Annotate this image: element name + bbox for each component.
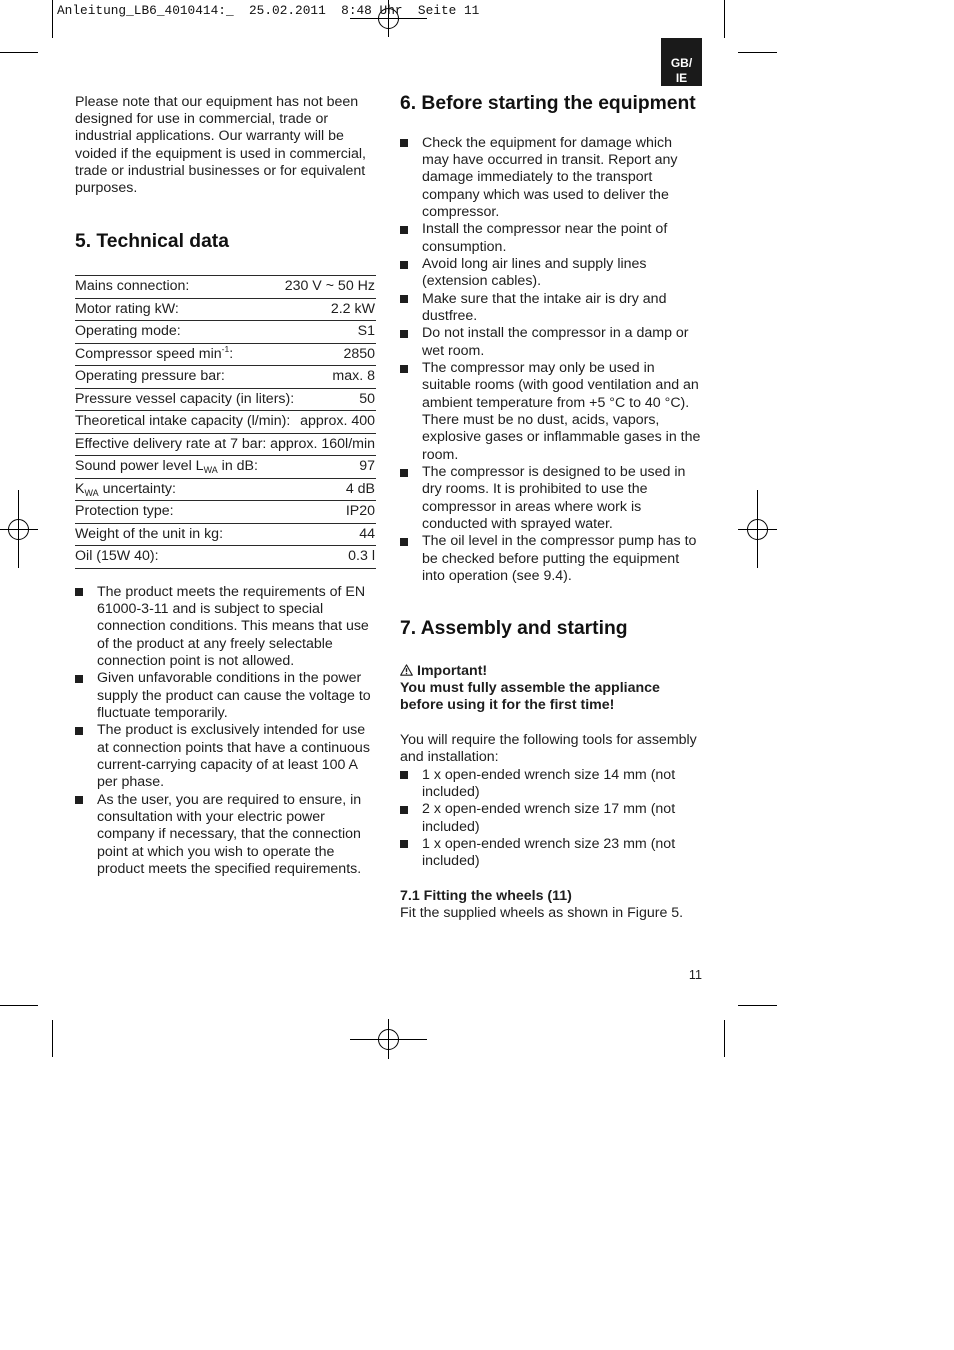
- text-line: designed for use in commercial, trade or: [75, 110, 329, 127]
- square-bullet-icon: [400, 295, 408, 303]
- text-line: Install the compressor near the point of: [422, 221, 668, 238]
- text-line: dustfree.: [422, 307, 478, 324]
- text-line: IE: [675, 70, 688, 85]
- text-line: product meets the specified requirements.: [97, 861, 362, 877]
- spec-row: [75, 546, 376, 569]
- spec-value: IP20: [345, 503, 375, 519]
- text-line: be checked before putting the equipment: [422, 550, 680, 567]
- spec-label-text: Compressor speed min: [75, 345, 222, 362]
- bullet-item: [400, 767, 675, 802]
- crop-mark-bottom-right: [725, 1006, 778, 1058]
- spec-value: approx. 400: [300, 413, 375, 429]
- spec-label-subscript: WA: [84, 487, 99, 498]
- spec-label: [75, 276, 189, 298]
- bullet-item: [400, 360, 700, 464]
- square-bullet-icon: [400, 365, 408, 373]
- spec-label-superscript: -1: [221, 344, 230, 354]
- spec-row: [75, 434, 376, 457]
- bullet-item: [400, 464, 700, 533]
- spec-label: [75, 299, 179, 321]
- important-text: [400, 680, 660, 715]
- square-bullet-icon: [75, 796, 83, 804]
- spec-row: [75, 299, 376, 322]
- text-line: Avoid long air lines and supply lines: [422, 255, 647, 272]
- spec-label: [75, 366, 225, 388]
- text-line: current-carrying capacity of at least 100 A: [97, 756, 359, 773]
- square-bullet-icon: [400, 261, 408, 269]
- technical-data-table: [75, 275, 376, 569]
- bullet-item: [400, 135, 700, 222]
- before-starting-list: [400, 135, 700, 586]
- text-line: Check the equipment for damage which: [422, 134, 672, 151]
- text-line: Do not install the compressor in a damp or: [422, 325, 689, 342]
- spec-row: [75, 456, 376, 479]
- text-line: included): [422, 783, 480, 800]
- bullet-item: [75, 670, 371, 722]
- spec-label-text: Effective delivery rate at 7 bar:: [75, 435, 267, 452]
- spec-value: 230 V ~ 50 Hz: [284, 278, 375, 294]
- spec-label-text: Motor rating kW:: [75, 300, 179, 317]
- square-bullet-icon: [400, 139, 408, 147]
- spec-value: max. 8: [332, 368, 375, 384]
- subsection-text: Fit the supplied wheels as shown in Figure 5.: [400, 904, 684, 921]
- spec-label: [75, 479, 176, 501]
- square-bullet-icon: [400, 840, 408, 848]
- spec-label-text: Operating pressure bar:: [75, 368, 225, 384]
- text-line: The product is exclusively intended for use: [97, 722, 366, 739]
- text-line: Make sure that the intake air is dry and: [422, 290, 667, 307]
- text-line: voided if the equipment is used in commercial,: [75, 145, 366, 162]
- registration-mark-bottom: [350, 1019, 427, 1059]
- text-line: compressor in areas where work is: [422, 498, 642, 515]
- spec-value: 2850: [343, 345, 375, 362]
- spec-label-text: K: [75, 480, 85, 497]
- text-line: Please note that our equipment has not been: [75, 93, 359, 110]
- text-line: included): [422, 853, 480, 870]
- text-line: consultation with your electric power: [97, 808, 325, 825]
- spec-row: [75, 344, 376, 367]
- spec-value: 50: [359, 390, 375, 407]
- crop-mark-top-left: [0, 0, 53, 53]
- subsection-heading: 7.1 Fitting the wheels (11): [400, 887, 572, 904]
- spec-label: [75, 411, 290, 433]
- text-line: The compressor may only be used in: [422, 359, 655, 376]
- bullet-item: [400, 325, 700, 360]
- square-bullet-icon: [400, 469, 408, 477]
- spec-label-text: Weight of the unit in kg:: [75, 525, 224, 542]
- text-line: consumption.: [422, 238, 507, 255]
- spec-row: [75, 524, 376, 547]
- bullet-item: [400, 221, 700, 256]
- text-line: at connection points that have a continuous: [97, 739, 370, 756]
- registration-mark-left: [0, 490, 38, 568]
- text-line: room.: [422, 446, 459, 463]
- spec-label-text: Oil (15W 40):: [75, 548, 159, 564]
- text-line: As the user, you are required to ensure, in: [97, 791, 362, 808]
- text-line: per phase.: [97, 774, 165, 791]
- spec-label: [75, 546, 159, 568]
- text-line: and installation:: [400, 748, 499, 765]
- text-line: You must fully assemble the appliance: [400, 679, 660, 696]
- spec-value: 44: [359, 525, 375, 542]
- spec-label: [75, 434, 266, 456]
- text-line: may have occurred in transit. Report any: [422, 151, 678, 168]
- spec-value: 4 dB: [345, 480, 375, 497]
- section-heading-before-starting: 6. Before starting the equipment: [400, 93, 696, 115]
- subsection-fitting-wheels: [400, 888, 683, 923]
- square-bullet-icon: [400, 771, 408, 779]
- important-title: Important!: [417, 662, 488, 679]
- text-line: connection conditions. This means that use: [97, 618, 369, 635]
- text-line: included): [422, 818, 480, 835]
- text-line: suitable rooms (with good ventilation and an: [422, 377, 699, 394]
- square-bullet-icon: [400, 538, 408, 546]
- square-bullet-icon: [75, 727, 83, 735]
- text-line: ambient temperature from +5 °C to 40 °C).: [422, 394, 690, 411]
- square-bullet-icon: [400, 226, 408, 234]
- print-header: Anleitung_LB6_4010414:_ 25.02.2011 8:48 Uhr Seite 11: [57, 3, 480, 18]
- registration-mark-right: [738, 490, 777, 568]
- text-line: purposes.: [75, 180, 138, 197]
- spec-label-end: :: [229, 345, 234, 362]
- text-line: company if necessary, that the connection: [97, 826, 361, 843]
- text-line: dry rooms. It is prohibited to use the: [422, 481, 648, 498]
- bullet-item: [75, 584, 371, 671]
- spec-value: 0.3 l: [348, 548, 375, 564]
- text-line: You will require the following tools for assembly: [400, 731, 697, 748]
- square-bullet-icon: [75, 675, 83, 683]
- intro-paragraph: [75, 94, 366, 198]
- text-line: (extension cables).: [422, 273, 542, 290]
- text-line: GB/: [670, 55, 693, 70]
- text-line: The oil level in the compressor pump has to: [422, 533, 697, 550]
- section-heading-assembly: 7. Assembly and starting: [400, 618, 628, 640]
- text-line: 2 x open-ended wrench size 17 mm (not: [422, 801, 676, 818]
- spec-label-end: uncertainty:: [98, 480, 176, 497]
- text-line: wet room.: [422, 342, 485, 359]
- spec-row: [75, 389, 376, 412]
- spec-row: [75, 479, 376, 502]
- technical-notes-list: [75, 584, 371, 879]
- bullet-item: [400, 256, 700, 291]
- spec-value: 97: [359, 458, 375, 474]
- bullet-item: [400, 836, 675, 871]
- text-line: supply the product can cause the voltage to: [97, 687, 371, 704]
- text-line: 61000-3-11 and is subject to special: [97, 600, 324, 617]
- warning-icon: [400, 664, 413, 676]
- spec-row: [75, 276, 376, 299]
- bullet-item: [75, 792, 371, 879]
- spec-label-text: Operating mode:: [75, 323, 181, 339]
- spec-value: approx. 160l/min: [270, 435, 375, 452]
- text-line: compressor.: [422, 203, 500, 220]
- tools-list: [400, 767, 675, 871]
- spec-row: [75, 411, 376, 434]
- text-line: company which was used to deliver the: [422, 186, 669, 203]
- spec-label: [75, 501, 174, 523]
- spec-row: [75, 366, 376, 389]
- spec-label-end: in dB:: [217, 458, 258, 474]
- text-line: There must be no dust, acids, vapors,: [422, 412, 660, 428]
- text-line: fluctuate temporarily.: [97, 704, 228, 721]
- text-line: explosive gases or inflammable gases in the: [422, 429, 701, 446]
- text-line: trade or industrial businesses or for equivalent: [75, 162, 366, 179]
- text-line: conducted with sprayed water.: [422, 516, 613, 533]
- spec-label-text: Theoretical intake capacity (l/min):: [75, 413, 291, 429]
- spec-label-text: Pressure vessel capacity (in liters):: [75, 390, 295, 407]
- spec-label: [75, 456, 258, 478]
- spec-value: S1: [357, 323, 375, 339]
- text-line: of the product at any freely selectable: [97, 635, 333, 652]
- section-heading-technical-data: 5. Technical data: [75, 231, 229, 253]
- spec-label-text: Sound power level L: [75, 458, 204, 474]
- bullet-item: [400, 291, 700, 326]
- text-line: industrial applications. Our warranty will be: [75, 128, 344, 145]
- spec-row: [75, 501, 376, 524]
- text-line: connection point is not allowed.: [97, 652, 295, 669]
- text-line: The compressor is designed to be used in: [422, 464, 686, 481]
- text-line: damage immediately to the transport: [422, 169, 653, 186]
- bullet-item: [75, 722, 371, 791]
- text-line: The product meets the requirements of EN: [97, 583, 366, 600]
- language-tab: [661, 38, 702, 86]
- crop-mark-bottom-left: [0, 1006, 53, 1058]
- text-line: into operation (see 9.4).: [422, 568, 572, 585]
- square-bullet-icon: [400, 330, 408, 338]
- crop-mark-top-right: [725, 0, 778, 53]
- spec-label: [75, 321, 181, 343]
- text-line: 1 x open-ended wrench size 23 mm (not: [422, 835, 676, 852]
- text-line: Given unfavorable conditions in the power: [97, 670, 362, 687]
- spec-label-text: Mains connection:: [75, 278, 190, 294]
- bullet-item: [400, 533, 700, 585]
- square-bullet-icon: [400, 806, 408, 814]
- spec-value: 2.2 kW: [330, 300, 375, 317]
- important-notice: [400, 663, 660, 715]
- tools-intro-paragraph: [400, 732, 697, 767]
- bullet-item: [400, 801, 675, 836]
- text-line: 1 x open-ended wrench size 14 mm (not: [422, 766, 676, 783]
- spec-label: [75, 344, 233, 366]
- page-number: 11: [688, 967, 702, 982]
- spec-row: [75, 321, 376, 344]
- spec-label: [75, 524, 223, 546]
- text-line: point at which you wish to operate the: [97, 843, 335, 860]
- square-bullet-icon: [75, 588, 83, 596]
- text-line: before using it for the first time!: [400, 697, 615, 714]
- spec-label-subscript: WA: [203, 465, 218, 475]
- spec-label-text: Protection type:: [75, 503, 174, 519]
- important-title-line: [400, 663, 660, 680]
- spec-label: [75, 389, 294, 411]
